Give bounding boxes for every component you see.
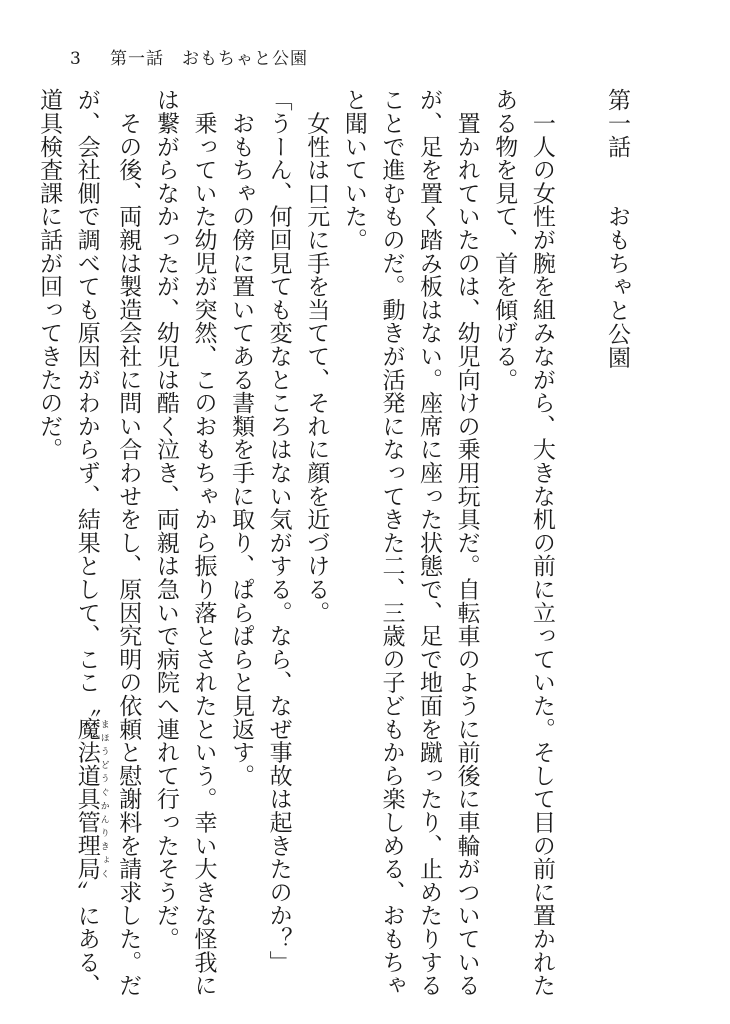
text-line: 一人の女性が腕を組みながら、大きな机の前に立っていた。そして目の前に置かれた xyxy=(528,88,555,997)
chapter-title xyxy=(597,88,635,968)
text-line: は繋がらなかったが、幼児は酷く泣き、両親は急いで病院へ連れて行ったそうだ。 xyxy=(152,88,179,951)
page-number: 3 xyxy=(70,49,82,69)
running-title: 第一話 おもちゃと公園 xyxy=(110,49,308,69)
ruby-reading: まほうどうぐかんりきょく xyxy=(98,717,109,881)
vertical-body-text xyxy=(30,88,636,997)
text-line: が、足を置く踏み板はない。座席に座った状態で、足で地面を蹴ったり、止めたりする xyxy=(416,88,443,997)
text-line: ことで進むものだ。動きが活発になってきた二、三歳の子どもから楽しめる、おもちゃ xyxy=(378,88,405,997)
text-line-with-ruby xyxy=(67,88,109,997)
chapter-name: おもちゃと公園 xyxy=(604,204,630,369)
dialogue-line: 「うーん、何回見ても変なところはない気がする。なら、なぜ事故は起きたのか？」 xyxy=(265,88,292,974)
text-line: その後、両親は製造会社に問い合わせをし、原因究明の依頼と慰謝料を請求した。だ xyxy=(115,88,142,997)
ruby-term xyxy=(73,717,109,881)
line-segment: が、会社側で調べても原因がわからず、結果として、ここ〝 xyxy=(73,88,100,718)
text-line: 道具検査課に話が回ってきたのだ。 xyxy=(36,88,63,461)
line-segment: 〟にある、 xyxy=(73,880,100,997)
text-line: おもちゃの傍に置いてある書類を手に取り、ぱらぱらと見返す。 xyxy=(228,88,255,787)
text-line: ある物を見て、首を傾げる。 xyxy=(491,88,518,391)
text-line: 置かれていたのは、幼児向けの乗用玩具だ。自転車のように前後に車輪がついている xyxy=(453,88,480,997)
chapter-label: 第一話 xyxy=(604,88,630,159)
text-line: 女性は口元に手を当てて、それに顔を近づける。 xyxy=(303,88,330,624)
running-header xyxy=(70,44,308,69)
text-line: 乗っていた幼児が突然、このおもちゃから振り落とされたという。幸い大きな怪我に xyxy=(190,88,217,997)
text-line: と聞いていた。 xyxy=(340,88,367,252)
ruby-base: 魔法道具管理局 xyxy=(73,717,100,881)
blank-line xyxy=(560,88,598,968)
